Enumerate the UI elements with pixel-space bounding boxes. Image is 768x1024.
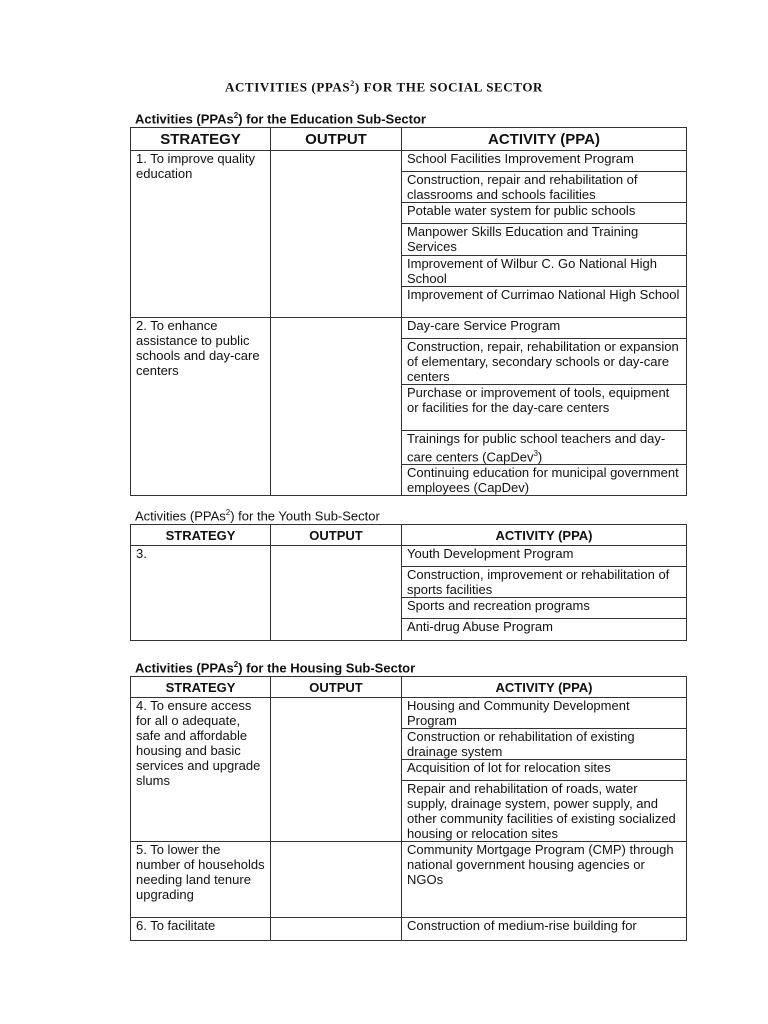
- activity-cell: Community Mortgage Program (CMP) through national government housing agencies or NGOs: [402, 842, 687, 918]
- strategy-cell: 4. To ensure access for all o adequate, safe and affordable housing and basic services and upgrade slums: [131, 698, 271, 842]
- activity-cell: Construction, repair, rehabilitation or expansion of elementary, secondary schools or day-care centers: [402, 339, 687, 385]
- activity-cell: Continuing education for municipal government employees (CapDev): [402, 465, 687, 496]
- activity-cell: Acquisition of lot for relocation sites: [402, 760, 687, 781]
- output-cell: [271, 698, 402, 842]
- activity-cell: Sports and recreation programs: [402, 598, 687, 619]
- output-cell: [271, 546, 402, 641]
- activity-header: ACTIVITY (PPA): [402, 128, 687, 151]
- output-header: OUTPUT: [271, 677, 402, 698]
- output-header: OUTPUT: [271, 128, 402, 151]
- activity-cell: Repair and rehabilitation of roads, water supply, drainage system, power supply, and other community facilities of existing socialized housing or relocation sites: [402, 781, 687, 842]
- activity-cell: Improvement of Wilbur C. Go National High School: [402, 256, 687, 287]
- output-cell: [271, 151, 402, 318]
- activity-cell: School Facilities Improvement Program: [402, 151, 687, 172]
- activity-cell: Potable water system for public schools: [402, 203, 687, 224]
- education-caption: Activities (PPAs$^2$) for the Education Sub-Sector: [135, 111, 426, 127]
- activity-cell: Construction of medium-rise building for: [402, 918, 687, 941]
- strategy-cell: 3.: [131, 546, 271, 641]
- activity-cell: Manpower Skills Education and Training Services: [402, 224, 687, 256]
- activity-header: ACTIVITY (PPA): [402, 677, 687, 698]
- strategy-header: STRATEGY: [131, 677, 271, 698]
- strategy-header: STRATEGY: [131, 128, 271, 151]
- document-title: ACTIVITIES (PPAS$^2$) FOR THE SOCIAL SECTOR: [224, 79, 544, 95]
- output-cell: [271, 918, 402, 941]
- activity-cell: Improvement of Currimao National High School: [402, 287, 687, 318]
- activity-header: ACTIVITY (PPA): [402, 525, 687, 546]
- output-cell: [271, 318, 402, 496]
- strategy-cell: 5. To lower the number of households needing land tenure upgrading: [131, 842, 271, 918]
- housing-caption: Activities (PPAs$^2$) for the Housing Sub-Sector: [135, 660, 416, 676]
- activity-cell: Construction, repair and rehabilitation of classrooms and schools facilities: [402, 172, 687, 203]
- output-cell: [271, 842, 402, 918]
- activity-cell: Construction or rehabilitation of existing drainage system: [402, 729, 687, 760]
- activity-cell: Housing and Community Development Program: [402, 698, 687, 729]
- strategy-cell: 2. To enhance assistance to public schools and day-care centers: [131, 318, 271, 496]
- activity-cell: Youth Development Program: [402, 546, 687, 567]
- education-table: [130, 127, 687, 496]
- activity-cell: Construction, improvement or rehabilitation of sports facilities: [402, 567, 687, 598]
- activity-cell: Trainings for public school teachers and day-care centers (CapDev$^3$): [402, 431, 687, 465]
- activity-cell: Purchase or improvement of tools, equipment or facilities for the day-care centers: [402, 385, 687, 431]
- activity-cell: Anti-drug Abuse Program: [402, 619, 687, 641]
- activity-cell: Day-care Service Program: [402, 318, 687, 339]
- strategy-cell: 1. To improve quality education: [131, 151, 271, 318]
- strategy-cell: 6. To facilitate: [131, 918, 271, 941]
- housing-table: [130, 676, 687, 941]
- strategy-header: STRATEGY: [131, 525, 271, 546]
- youth-caption: Activities (PPAs$^2$) for the Youth Sub-Sector: [135, 508, 380, 524]
- output-header: OUTPUT: [271, 525, 402, 546]
- youth-table: [130, 524, 687, 641]
